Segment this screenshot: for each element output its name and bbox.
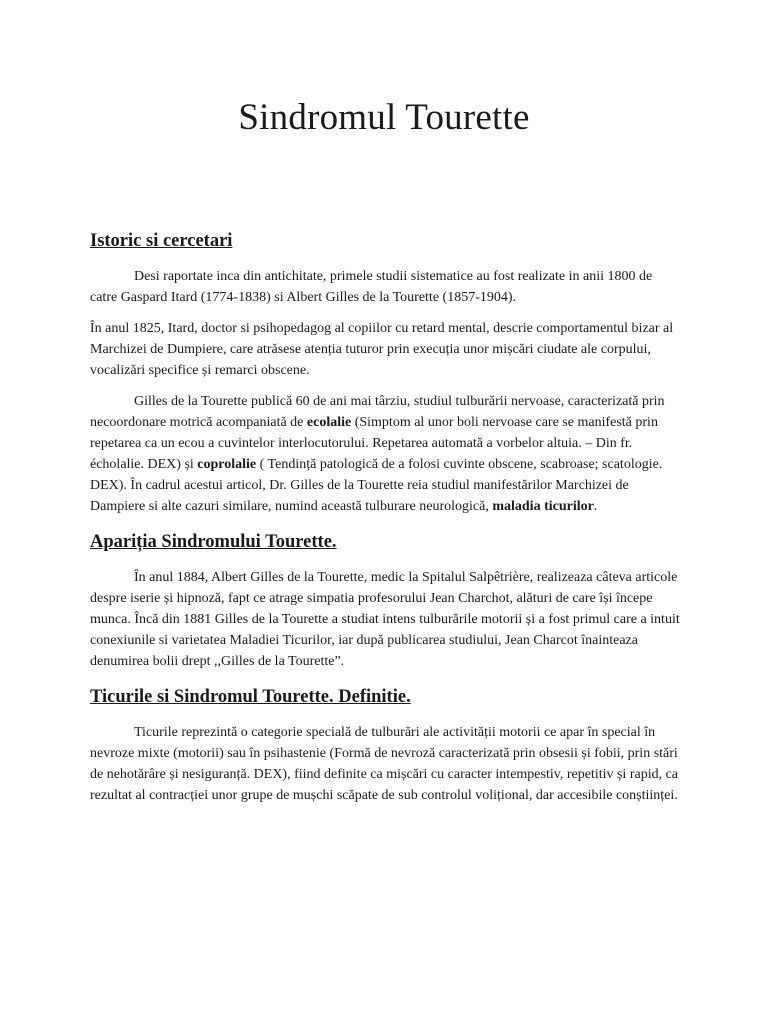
section-heading-istoric: Istoric si cercetari (90, 231, 233, 251)
paragraph: În anul 1825, Itard, doctor si psihopedagog al copiilor cu retard mental, descrie comportamentul bizar al Marchizei de Dumpiere, care atrăsese atenția tuturor prin execuția unor mișcări ciudate ale corpului, vocalizări specifice și remarci obscene. (90, 321, 674, 378)
bold-term-maladia-ticurilor: maladia ticurilor (492, 499, 594, 514)
bold-term-coprolalie: coprolalie (197, 457, 257, 472)
text-run: ( Tendință patologică de a folosi cuvinte obscene, scabroase; scatologie. DEX). În cadrul acestui articol, Dr. Gilles de la Tourette reia studiul manifestărilor Marchizei de Dampiere si alte cazuri similare, numind această tulburare neurologică, (90, 457, 663, 514)
text-run: . (593, 499, 598, 514)
paragraph-rich (90, 391, 680, 517)
text-run: (Simptom al unor boli nervoase care se manifestă prin repetarea ca un ecou a cuvintelor interlocutorului. Repetarea automată a vorbelor altuia. – Din fr. écholalie. DEX) și (90, 415, 658, 472)
paragraph: Desi raportate inca din antichitate, primele studii sistematice au fost realizate in anii 1800 de catre Gaspard Itard (1774-1838) si Albert Gilles de la Tourette (1857-1904). (90, 269, 653, 305)
bold-term-ecolalie: ecolalie (306, 415, 352, 430)
page-title: Sindromul Tourette (238, 97, 530, 138)
text-run: Gilles de la Tourette publică 60 de ani mai târziu, studiul tulburării nervoase, caracterizată prin necoordonare motrică acompaniată de (90, 394, 665, 430)
section-heading-ticurile: Ticurile si Sindromul Tourette. Definitie. (90, 687, 411, 707)
paragraph: Ticurile reprezintă o categorie specială de tulburări ale activității motorii ce apar în special în nevroze mixte (motorii) sau în psihastenie (Formă de nevroză caracterizată prin obsesii și fobii, prin stări de nehotărâre și nesiguranță. DEX), fiind definite ca mișcări cu caracter intempestiv, repetitiv și rapid, ca rezultat al contracției unor grupe de mușchi scăpate de sub controlul volițional, dar accesibile conștiinței. (90, 725, 679, 803)
section-heading-aparitia: Apariția Sindromului Tourette. (90, 532, 337, 552)
paragraph: În anul 1884, Albert Gilles de la Tourette, medic la Spitalul Salpêtrière, realizeaza câteva articole despre iserie și hipnoză, fapt ce atrage simpatia profesorului Jean Charchot, alături de care își începe munca. Încă din 1881 Gilles de la Tourette a studiat intens tulburările motorii și a fost primul care a intuit conexiunile si varietatea Maladiei Ticurilor, iar după publicarea studiului, Jean Charcot înainteaza denumirea bolii drept ,,Gilles de la Tourette”. (90, 570, 680, 669)
document-body (90, 228, 680, 806)
